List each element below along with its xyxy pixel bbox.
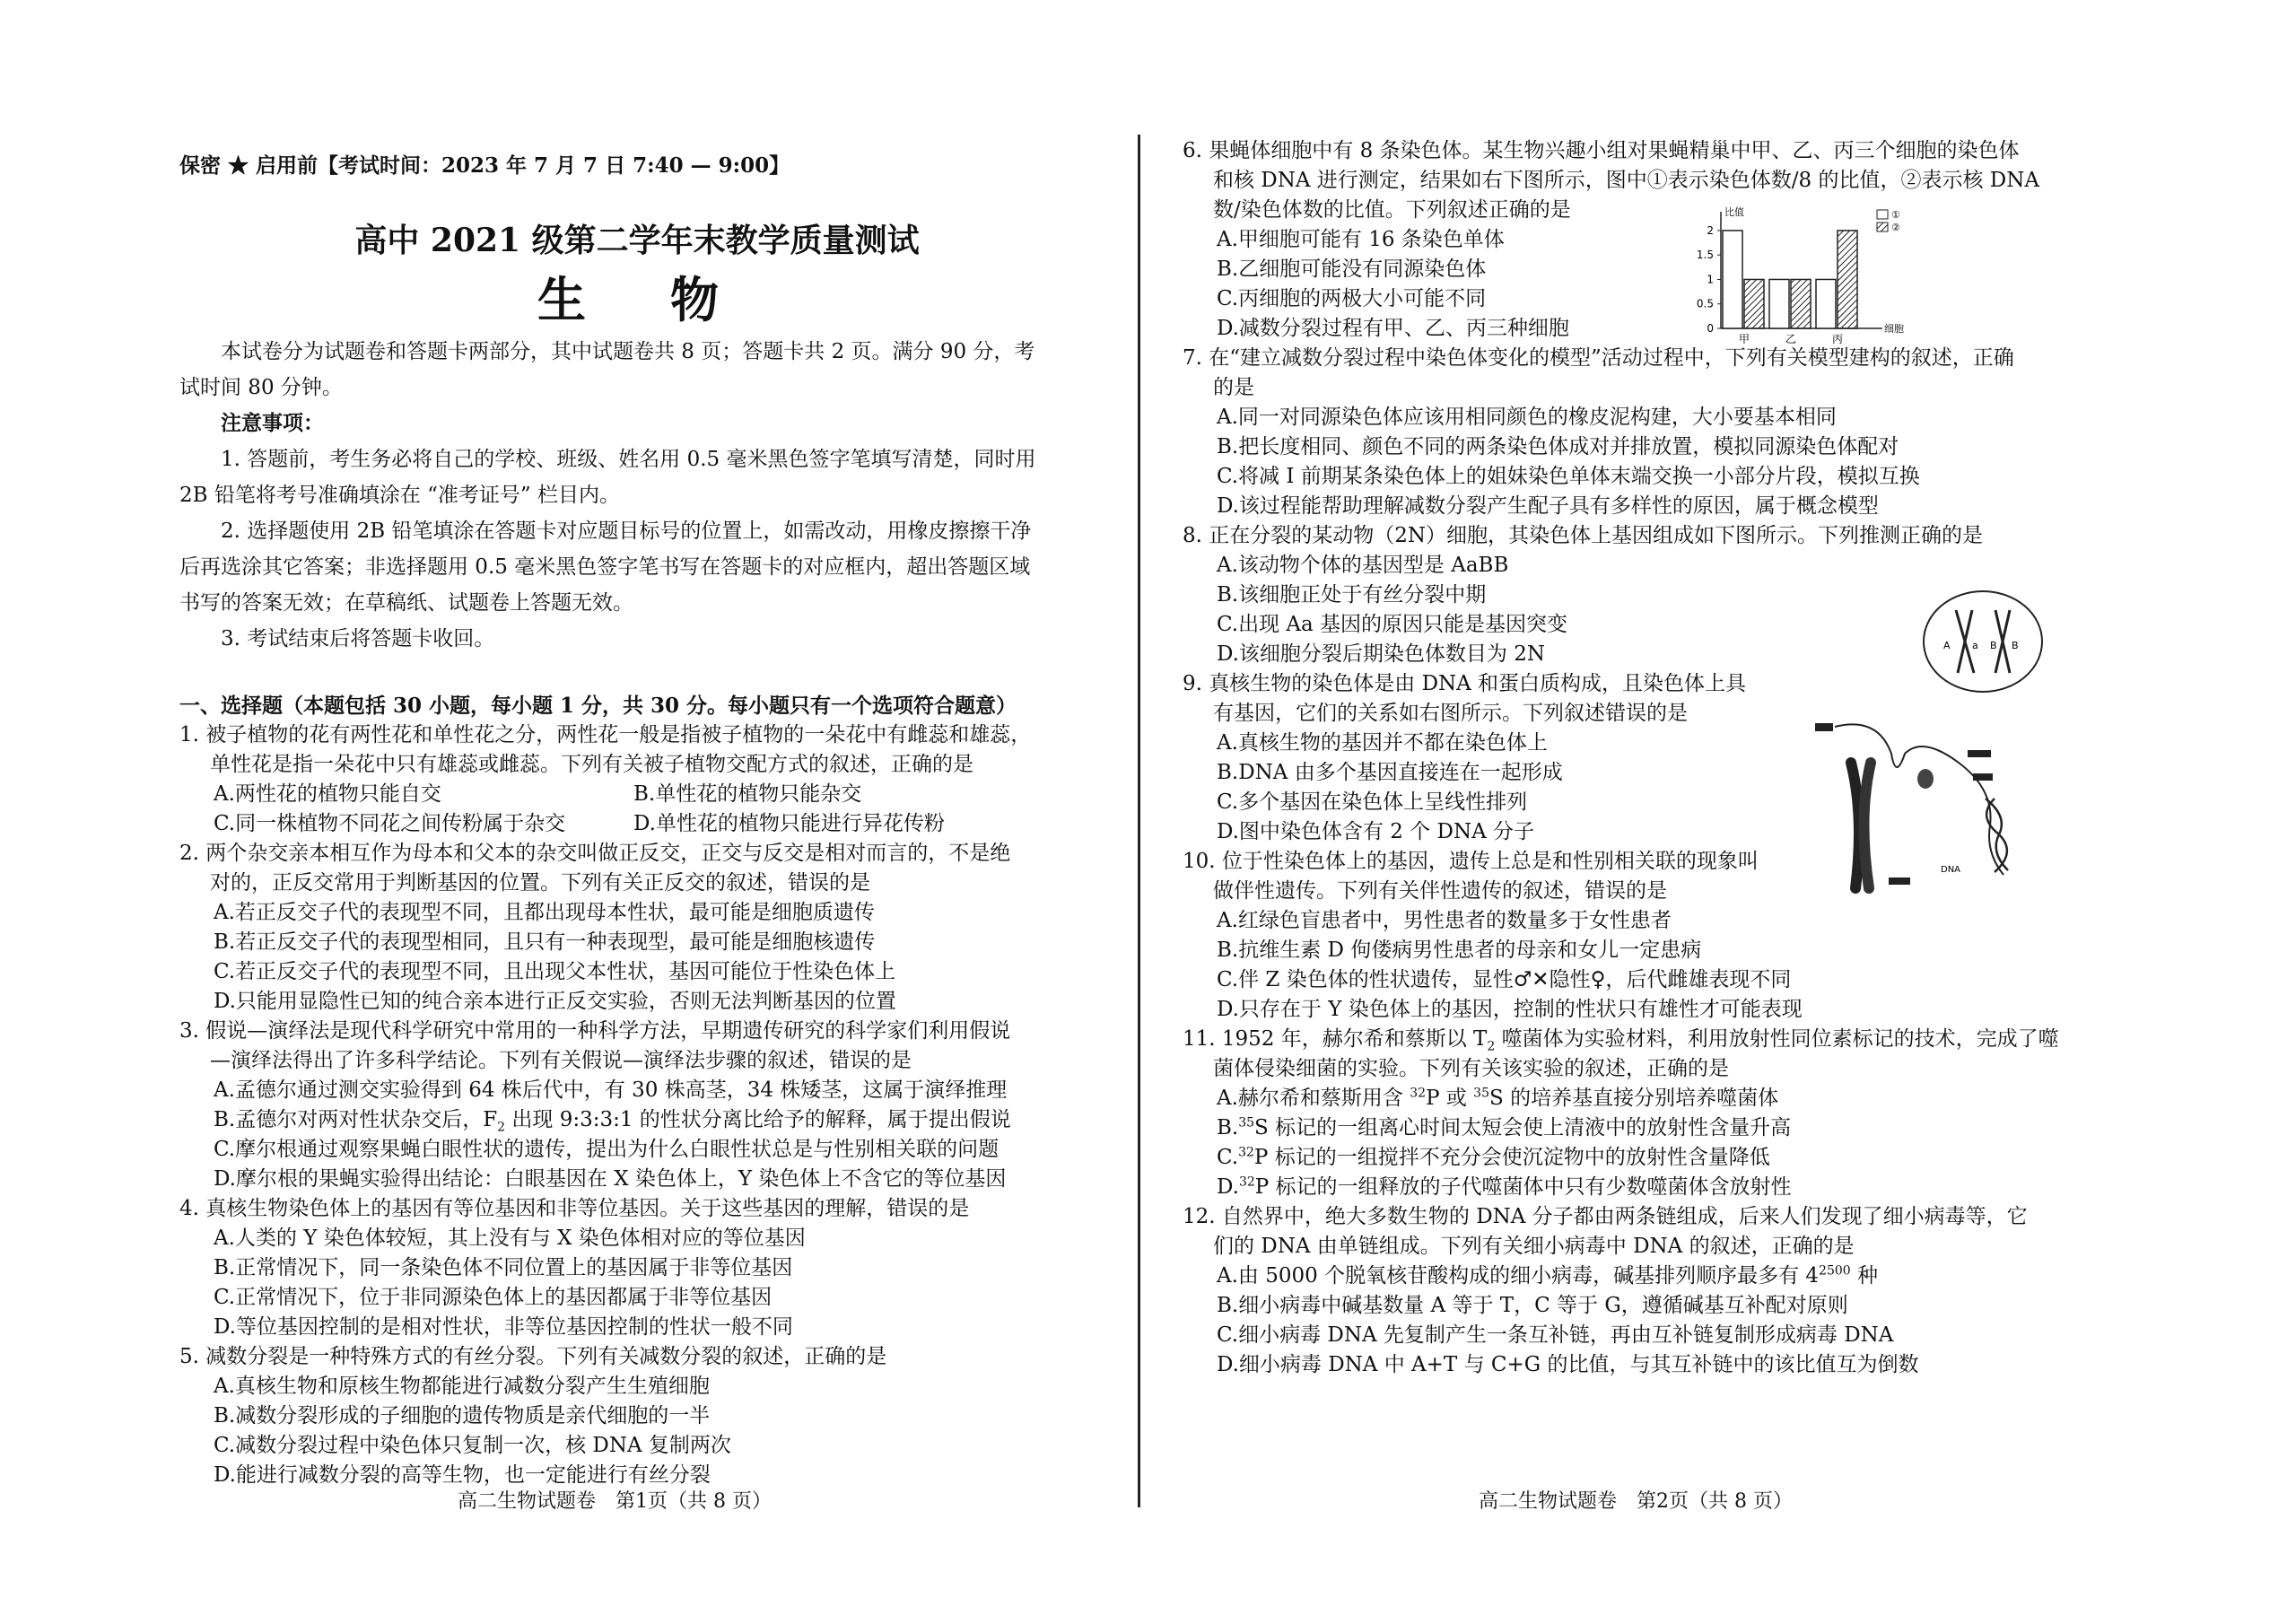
q7-option-b[interactable]: B.把长度相同、颜色不同的两条染色体成对并排放置，模拟同源染色体配对	[1217, 435, 1899, 458]
q10-option-a[interactable]: A.红绿色盲患者中，男性患者的数量多于女性患者	[1217, 909, 1672, 932]
q6-option-c[interactable]: C.丙细胞的两极大小可能不同	[1217, 287, 1487, 310]
footer-page-1: 高二生物试题卷 第1页（共 8 页）	[458, 1490, 772, 1513]
q12-a-text: A.由 5000 个脱氧核苷酸构成的细小病毒，碱基排列顺序最多有 4	[1217, 1264, 1820, 1288]
q11-c-text: P 标记的一组搅拌不充分会使沉淀物中的放射性含量降低	[1253, 1146, 1770, 1169]
notice-item: 3. 考试结束后将答题卡收回。	[221, 627, 495, 650]
q3-option-d[interactable]: D.摩尔根的果蝇实验得出结论：白眼基因在 X 染色体上，Y 染色体上不含它的等位基因	[214, 1167, 1007, 1191]
q12-option-c[interactable]: C.细小病毒 DNA 先复制产生一条互补链，再由互补链复制形成病毒 DNA	[1217, 1323, 1894, 1347]
y-tick-label: 0.5	[1696, 297, 1714, 310]
y-tick-label: 2	[1707, 223, 1714, 237]
gene-label: B	[1990, 640, 1997, 651]
notice-title: 注意事项：	[221, 411, 324, 435]
bar-丙-①	[1816, 279, 1836, 328]
q11-option-b[interactable]	[1183, 1113, 2098, 1143]
q9-option-c[interactable]: C.多个基因在染色体上呈线性排列	[1217, 790, 1528, 814]
x-tick-label: 乙	[1785, 333, 1797, 345]
q7-option-d[interactable]: D.该过程能帮助理解减数分裂产生配子具有多样性的原因，属于概念模型	[1217, 494, 1879, 518]
q11-stem	[1183, 1025, 2098, 1054]
q10-stem: 做伴性遗传。下列有关伴性遗传的叙述，错误的是	[1213, 879, 1667, 903]
q12-option-d[interactable]: D.细小病毒 DNA 中 A+T 与 C+G 的比值，与其互补链中的该比值互为倒数	[1217, 1353, 1919, 1376]
protein-bead	[1917, 769, 1934, 789]
footer-page-2: 高二生物试题卷 第2页（共 8 页）	[1479, 1490, 1793, 1513]
q11-b-prefix: B.	[1217, 1116, 1239, 1139]
chromosome-right	[1995, 610, 2010, 673]
q1-option-c[interactable]: C.同一株植物不同花之间传粉属于杂交	[214, 812, 566, 835]
q11-stem-sub: 2	[1487, 1039, 1496, 1054]
q11-a-sup: 32	[1410, 1086, 1427, 1101]
q3-option-b[interactable]	[179, 1105, 1095, 1135]
bar-丙-②	[1838, 231, 1857, 328]
q11-stem-text: 11. 1952 年，赫尔希和蔡斯以 T	[1183, 1027, 1488, 1051]
q7-stem: 7. 在“建立减数分裂过程中染色体变化的模型”活动过程中，下列有关模型建构的叙述，正确	[1183, 346, 2014, 370]
dna-label: DNA	[1941, 865, 1961, 875]
q3-option-a[interactable]: A.孟德尔通过测交实验得到 64 株后代中，有 30 株高茎，34 株矮茎，这属于演绎推理	[214, 1078, 1008, 1102]
q3-b-text: B.孟德尔对两对性状杂交后，F	[214, 1108, 498, 1131]
q10-stem: 10. 位于性染色体上的基因，遗传上总是和性别相关联的现象叫	[1183, 850, 1759, 873]
legend-label: ①	[1891, 209, 1900, 221]
y-axis-label: 比值	[1724, 206, 1744, 218]
q8-option-b[interactable]: B.该细胞正处于有丝分裂中期	[1217, 583, 1487, 607]
legend-swatch	[1877, 210, 1888, 219]
q6-stem: 和核 DNA 进行测定，结果如右下图所示，图中①表示染色体数/8 的比值，②表示核 DNA	[1213, 169, 2039, 192]
q10-option-d[interactable]: D.只存在于 Y 染色体上的基因，控制的性状只有雄性才可能表现	[1217, 998, 1803, 1021]
q11-c-prefix: C.	[1217, 1146, 1239, 1169]
q4-option-b[interactable]: B.正常情况下，同一条染色体不同位置上的基因属于非等位基因	[214, 1256, 793, 1279]
q9-stem: 9. 真核生物的染色体是由 DNA 和蛋白质构成，且染色体上具	[1183, 672, 1747, 695]
q5-option-b[interactable]: B.减数分裂形成的子细胞的遗传物质是亲代细胞的一半	[214, 1404, 711, 1428]
q9-chromosome-dna-figure	[1815, 718, 2057, 897]
q4-option-c[interactable]: C.正常情况下，位于非同源染色体上的基因都属于非等位基因	[214, 1286, 773, 1309]
chromosome-left	[1956, 610, 1974, 673]
q2-option-a[interactable]: A.若正反交子代的表现型不同，且都出现母本性状，最可能是细胞质遗传	[214, 901, 875, 924]
q6-stem: 数/染色体数的比值。下列叙述正确的是	[1213, 198, 1571, 222]
q8-cell-figure	[1920, 588, 2046, 695]
q7-stem: 的是	[1213, 376, 1254, 399]
q4-option-a[interactable]: A.人类的 Y 染色体较短，其上没有与 X 染色体相对应的等位基因	[214, 1227, 806, 1250]
q6-option-d[interactable]: D.减数分裂过程有甲、乙、丙三种细胞	[1217, 317, 1569, 340]
q1-stem: 1. 被子植物的花有两性花和单性花之分，两性花一般是指被子植物的一朵花中有雌蕊和雄蕊，	[179, 723, 1032, 747]
q3-stem: 3. 假说—演绎法是现代科学研究中常用的一种科学方法，早期遗传研究的科学家们利用假说	[179, 1019, 1011, 1043]
q11-option-c[interactable]	[1183, 1143, 2098, 1173]
q11-d-prefix: D.	[1217, 1175, 1239, 1199]
q12-option-a[interactable]	[1183, 1262, 2098, 1291]
q8-option-c[interactable]: C.出现 Aa 基因的原因只能是基因突变	[1217, 613, 1568, 636]
q1-option-a[interactable]: A.两性花的植物只能自交	[214, 782, 441, 806]
q2-option-b[interactable]: B.若正反交子代的表现型相同，且只有一种表现型，最可能是细胞核遗传	[214, 930, 876, 954]
q11-stem: 菌体侵染细菌的实验。下列有关该实验的叙述，正确的是	[1213, 1057, 1729, 1080]
q1-option-d[interactable]: D.单性花的植物只能进行异花传粉	[633, 812, 945, 835]
label-bar	[1815, 723, 1833, 731]
q6-stem: 6. 果蝇体细胞中有 8 条染色体。某生物兴趣小组对果蝇精巢中甲、乙、丙三个细胞的染色体	[1183, 139, 2020, 162]
q6-bar-chart	[1685, 205, 1918, 348]
cell-membrane	[1924, 591, 2042, 692]
q11-b-text: S 标记的一组离心时间太短会使上清液中的放射性含量升高	[1254, 1116, 1792, 1139]
q11-a-sup: 35	[1473, 1086, 1489, 1101]
q12-stem: 们的 DNA 由单链组成。下列有关细小病毒中 DNA 的叙述，正确的是	[1213, 1235, 1855, 1258]
q2-option-d[interactable]: D.只能用显隐性已知的纯合亲本进行正反交实验，否则无法判断基因的位置	[214, 990, 896, 1013]
q12-stem: 12. 自然界中，绝大多数生物的 DNA 分子都由两条链组成，后来人们发现了细小病毒等，它	[1183, 1205, 2028, 1228]
q9-option-a[interactable]: A.真核生物的基因并不都在染色体上	[1217, 731, 1548, 755]
q11-option-a[interactable]	[1183, 1084, 2098, 1113]
bar-甲-②	[1744, 279, 1764, 328]
bar-乙-①	[1769, 279, 1789, 328]
q11-a-text: S 的培养基直接分别培养噬菌体	[1489, 1087, 1779, 1110]
section-heading: 一、选择题（本题包括 30 小题，每小题 1 分，共 30 分。每小题只有一个选项符合题意）	[179, 694, 1017, 718]
notice-item: 1. 答题前，考生务必将自己的学校、班级、姓名用 0.5 毫米黑色签字笔填写清楚，同时用	[221, 448, 1036, 471]
column-divider	[1138, 135, 1140, 1507]
intro-line: 试时间 80 分钟。	[179, 376, 343, 399]
q5-stem: 5. 减数分裂是一种特殊方式的有丝分裂。下列有关减数分裂的叙述，正确的是	[179, 1345, 887, 1368]
secrecy-line: 保密 ★ 启用前【考试时间：2023 年 7 月 7 日 7:40 — 9:00】	[179, 153, 790, 178]
q7-option-c[interactable]: C.将减 I 前期某条染色体上的姐妹染色单体末端交换一小部分片段，模拟互换	[1217, 465, 1920, 488]
q9-option-b[interactable]: B.DNA 由多个基因直接连在一起形成	[1217, 761, 1563, 784]
bar-甲-①	[1723, 231, 1742, 328]
q10-option-b[interactable]: B.抗维生素 D 佝偻病男性患者的母亲和女儿一定患病	[1217, 939, 1702, 962]
q11-c-sup: 32	[1238, 1145, 1254, 1160]
q9-option-d[interactable]: D.图中染色体含有 2 个 DNA 分子	[1217, 820, 1534, 843]
exam-title: 高中 2021 级第二学年末教学质量测试	[354, 222, 920, 259]
y-tick-label: 1.5	[1696, 249, 1714, 262]
intro-line: 本试卷分为试题卷和答题卡两部分，其中试题卷共 8 页；答题卡共 2 页。满分 90 分，考	[221, 340, 1035, 363]
q12-option-b[interactable]: B.细小病毒中碱基数量 A 等于 T，C 等于 G，遵循碱基互补配对原则	[1217, 1294, 1848, 1317]
chromosome-x-shape	[1851, 763, 1871, 888]
q2-option-c[interactable]: C.若正反交子代的表现型不同，且出现父本性状，基因可能位于性染色体上	[214, 960, 896, 983]
q11-d-text: P 标记的一组释放的子代噬菌体中只有少数噬菌体含放射性	[1254, 1175, 1792, 1199]
y-tick-label: 0	[1707, 322, 1714, 335]
notice-item: 2B 铅笔将考号准确填涂在 “准考证号” 栏目内。	[179, 484, 620, 507]
q4-stem: 4. 真核生物染色体上的基因有等位基因和非等位基因。关于这些基因的理解，错误的是	[179, 1197, 970, 1220]
gene-label: A	[1943, 640, 1951, 651]
q1-option-b[interactable]: B.单性花的植物只能杂交	[633, 782, 862, 806]
q9-stem: 有基因，它们的关系如右图所示。下列叙述错误的是	[1213, 702, 1688, 725]
x-tick-label: 丙	[1831, 333, 1844, 345]
q6-option-b[interactable]: B.乙细胞可能没有同源染色体	[1217, 258, 1487, 281]
q2-stem: 对的，正反交常用于判断基因的位置。下列有关正反交的叙述，错误的是	[210, 871, 870, 895]
q11-stem-text: 噬菌体为实验材料，利用放射性同位素标记的技术，完成了噬	[1495, 1027, 2059, 1051]
q12-a-text: 种	[1850, 1264, 1878, 1288]
q3-stem: —演绎法得出了许多科学结论。下列有关假说—演绎法步骤的叙述，错误的是	[210, 1049, 912, 1072]
x-tick-label: 甲	[1738, 333, 1750, 345]
q12-a-sup: 2500	[1819, 1263, 1851, 1279]
notice-item: 后再选涂其它答案；非选择题用 0.5 毫米黑色签字笔书写在答题卡的对应框内，超出答题区域	[179, 555, 1031, 579]
q8-option-a[interactable]: A.该动物个体的基因型是 AaBB	[1217, 554, 1509, 577]
q11-b-sup: 35	[1238, 1115, 1255, 1131]
gene-label: B	[2012, 640, 2019, 651]
q7-option-a[interactable]: A.同一对同源染色体应该用相同颜色的橡皮泥构建，大小要基本相同	[1217, 406, 1837, 429]
q1-stem: 单性花是指一朵花中只有雄蕊或雌蕊。下列有关被子植物交配方式的叙述，正确的是	[210, 753, 973, 776]
subject-title: 生 物	[537, 271, 737, 328]
q10-option-c[interactable]: C.伴 Z 染色体的性状遗传，显性♂✕隐性♀，后代雌雄表现不同	[1217, 968, 1792, 991]
bar-乙-②	[1791, 279, 1811, 328]
q3-b-text: 出现 9:3:3:1 的性状分离比给予的解释，属于提出假说	[505, 1108, 1011, 1131]
notice-item: 2. 选择题使用 2B 铅笔填涂在答题卡对应题目标号的位置上，如需改动，用橡皮擦擦干净	[221, 520, 1032, 543]
q2-stem: 2. 两个杂交亲本相互作为母本和父本的杂交叫做正反交，正交与反交是相对而言的，不是绝	[179, 842, 1011, 865]
q5-option-a[interactable]: A.真核生物和原核生物都能进行减数分裂产生生殖细胞	[214, 1375, 710, 1398]
q5-option-d[interactable]: D.能进行减数分裂的高等生物，也一定能进行有丝分裂	[214, 1463, 711, 1487]
legend-label: ②	[1891, 222, 1900, 233]
q11-a-text: A.赫尔希和蔡斯用含	[1217, 1087, 1410, 1110]
label-bar	[1968, 750, 1991, 757]
legend-swatch	[1877, 223, 1888, 231]
gene-label: a	[1972, 640, 1978, 651]
x-axis-label: 细胞	[1884, 323, 1904, 335]
q5-option-c[interactable]: C.减数分裂过程中染色体只复制一次，核 DNA 复制两次	[214, 1434, 731, 1457]
intro-block	[179, 334, 1095, 657]
notice-item: 书写的答案无效；在草稿纸、试题卷上答题无效。	[179, 591, 633, 615]
q11-d-sup: 32	[1238, 1174, 1255, 1190]
q11-option-d[interactable]	[1183, 1173, 2098, 1202]
y-tick-label: 1	[1707, 273, 1714, 286]
q3-b-sub: 2	[497, 1120, 506, 1135]
label-bar	[1889, 877, 1910, 885]
q8-option-d[interactable]: D.该细胞分裂后期染色体数目为 2N	[1217, 642, 1546, 666]
q6-option-a[interactable]: A.甲细胞可能有 16 条染色单体	[1217, 228, 1505, 251]
q4-option-d[interactable]: D.等位基因控制的是相对性状，非等位基因控制的性状一般不同	[214, 1315, 793, 1339]
q8-stem: 8. 正在分裂的某动物（2N）细胞，其染色体上基因组成如下图所示。下列推测正确的是	[1183, 524, 1984, 547]
q11-a-text: P 或	[1426, 1087, 1474, 1110]
q3-option-c[interactable]: C.摩尔根通过观察果蝇白眼性状的遗传，提出为什么白眼性状总是与性别相关联的问题	[214, 1138, 1000, 1161]
questions-left	[179, 691, 1095, 1490]
